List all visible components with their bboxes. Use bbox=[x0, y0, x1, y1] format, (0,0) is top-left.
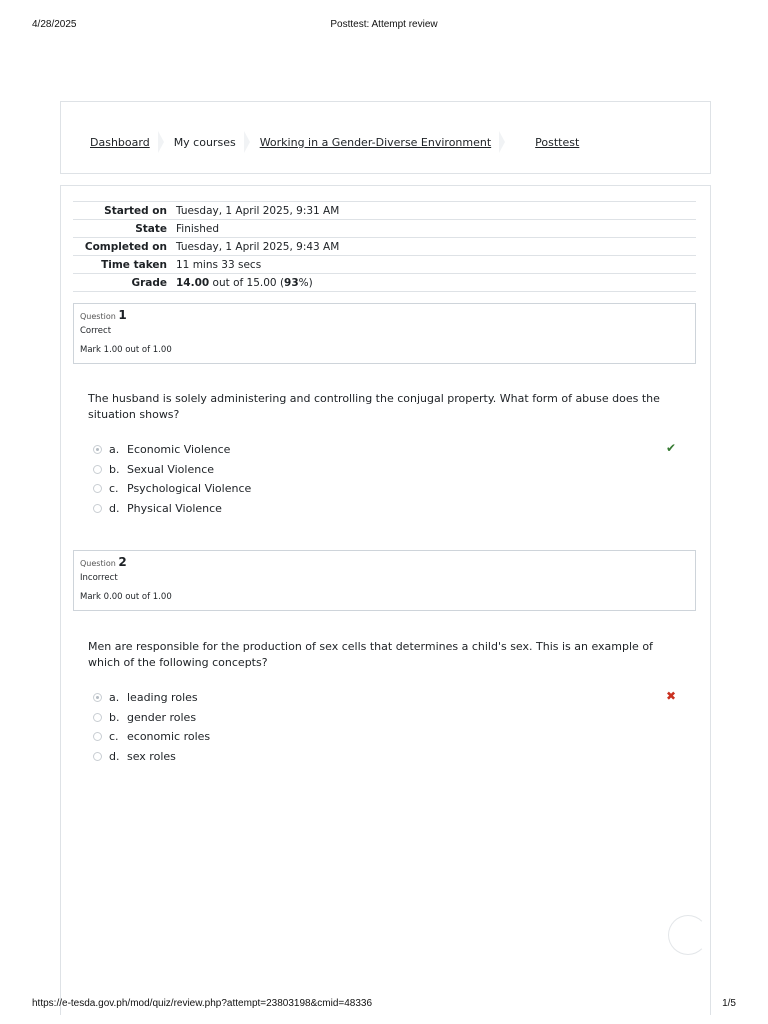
answer-text: economic roles bbox=[127, 730, 211, 744]
answer-option bbox=[88, 460, 688, 480]
radio-button bbox=[93, 752, 102, 761]
answer-option bbox=[88, 747, 688, 767]
answer-list-2 bbox=[88, 688, 688, 766]
answer-text: Economic Violence bbox=[127, 443, 231, 457]
print-footer bbox=[0, 984, 768, 1024]
grade-outof: out of 15.00 ( bbox=[209, 276, 285, 289]
question-state: Correct bbox=[80, 326, 112, 336]
page-number: 1/5 bbox=[722, 998, 736, 1009]
answer-letter: d. bbox=[109, 501, 120, 515]
grade-score: 14.00 bbox=[176, 276, 210, 289]
chevron-right-icon bbox=[244, 131, 250, 153]
cross-icon: ✖ bbox=[665, 689, 676, 703]
breadcrumb-dashboard[interactable]: Dashboard bbox=[90, 135, 150, 149]
answer-text: Physical Violence bbox=[127, 501, 222, 515]
answer-text: sex roles bbox=[127, 749, 176, 763]
state-label: State bbox=[135, 222, 167, 235]
started-value: Tuesday, 1 April 2025, 9:31 AM bbox=[176, 204, 340, 217]
radio-button bbox=[93, 504, 102, 513]
answer-letter: b. bbox=[109, 462, 120, 476]
state-value: Finished bbox=[176, 222, 220, 235]
table-row bbox=[73, 220, 696, 238]
breadcrumb bbox=[60, 101, 711, 174]
question-text-1: The husband is solely administering and controlling the conjugal property. What form of abuse does the situation shows? bbox=[88, 392, 660, 421]
answer-list-1 bbox=[88, 440, 688, 518]
answer-option bbox=[88, 440, 688, 460]
chevron-right-icon bbox=[499, 131, 505, 153]
answer-text: gender roles bbox=[127, 710, 197, 724]
question-mark: Mark 1.00 out of 1.00 bbox=[80, 345, 172, 355]
question-info-1 bbox=[73, 303, 696, 364]
radio-button bbox=[93, 445, 102, 454]
radio-button bbox=[93, 484, 102, 493]
answer-letter: c. bbox=[109, 482, 119, 496]
started-label: Started on bbox=[104, 204, 167, 217]
table-row bbox=[73, 238, 696, 256]
answer-option bbox=[88, 708, 688, 728]
grade-percent: 93 bbox=[284, 276, 299, 289]
answer-letter: a. bbox=[109, 691, 120, 705]
completed-label: Completed on bbox=[84, 240, 167, 253]
chevron-right-icon bbox=[158, 131, 164, 153]
grade-value bbox=[176, 274, 696, 292]
question-number: 2 bbox=[118, 555, 127, 569]
answer-option bbox=[88, 479, 688, 499]
radio-button bbox=[93, 693, 102, 702]
print-date: 4/28/2025 bbox=[32, 19, 77, 30]
answer-option bbox=[88, 688, 688, 708]
question-label: Question bbox=[80, 312, 116, 321]
table-row bbox=[73, 274, 696, 292]
attempt-summary-table bbox=[73, 201, 696, 292]
answer-letter: a. bbox=[109, 443, 120, 457]
question-mark: Mark 0.00 out of 1.00 bbox=[80, 592, 172, 602]
answer-letter: d. bbox=[109, 749, 120, 763]
print-url: https://e-tesda.gov.ph/mod/quiz/review.php?attempt=23803198&cmid=48336 bbox=[32, 998, 373, 1009]
answer-text: Sexual Violence bbox=[127, 462, 215, 476]
grade-tail: %) bbox=[298, 276, 313, 289]
grade-label: Grade bbox=[131, 276, 167, 289]
breadcrumb-my-courses[interactable]: My courses bbox=[173, 135, 236, 149]
answer-letter: c. bbox=[109, 730, 119, 744]
breadcrumb-course[interactable]: Working in a Gender-Diverse Environment bbox=[259, 135, 492, 149]
question-number: 1 bbox=[118, 308, 127, 322]
answer-option bbox=[88, 727, 688, 747]
print-title: Posttest: Attempt review bbox=[330, 19, 438, 30]
print-header bbox=[0, 0, 768, 40]
time-taken-value: 11 mins 33 secs bbox=[176, 258, 262, 271]
table-row bbox=[73, 202, 696, 220]
question-state: Incorrect bbox=[80, 573, 118, 583]
answer-option bbox=[88, 499, 688, 519]
completed-value: Tuesday, 1 April 2025, 9:43 AM bbox=[176, 240, 340, 253]
breadcrumb-posttest[interactable]: Posttest bbox=[535, 135, 580, 149]
question-label: Question bbox=[80, 559, 116, 568]
radio-button bbox=[93, 465, 102, 474]
radio-button bbox=[93, 713, 102, 722]
table-row bbox=[73, 256, 696, 274]
answer-letter: b. bbox=[109, 710, 120, 724]
radio-button bbox=[93, 732, 102, 741]
answer-text: Psychological Violence bbox=[127, 482, 252, 496]
answer-text: leading roles bbox=[127, 691, 198, 705]
time-taken-label: Time taken bbox=[101, 258, 167, 271]
check-icon: ✔ bbox=[665, 441, 676, 455]
question-info-2 bbox=[73, 550, 696, 611]
question-text-2: Men are responsible for the production of sex cells that determines a child's sex. This is an example of which of the following concepts? bbox=[88, 640, 653, 669]
loading-spinner-icon bbox=[668, 915, 708, 955]
